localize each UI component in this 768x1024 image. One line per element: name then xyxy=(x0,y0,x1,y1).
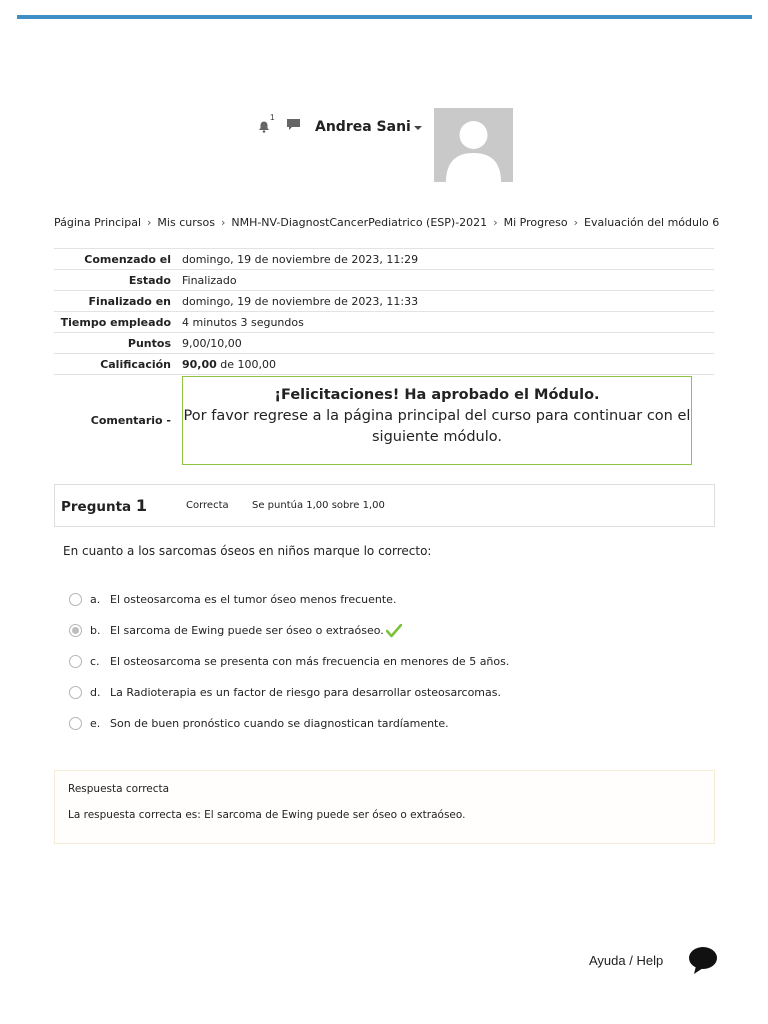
option-text: El osteosarcoma es el tumor óseo menos frecuente. xyxy=(110,593,397,606)
option-text: El sarcoma de Ewing puede ser óseo o extraóseo. xyxy=(110,624,384,637)
help-link[interactable]: Ayuda / Help xyxy=(589,953,664,968)
answer-option-c[interactable] xyxy=(69,646,509,677)
user-name[interactable]: Andrea Sani xyxy=(315,119,411,135)
summary-value: Finalizado xyxy=(182,273,237,287)
feedback-title: ¡Felicitaciones! Ha aprobado el Módulo. xyxy=(274,387,600,403)
summary-row-time xyxy=(54,311,714,332)
chevron-right-icon: › xyxy=(493,216,498,229)
bell-icon[interactable] xyxy=(256,113,275,135)
summary-label: Finalizado en xyxy=(88,294,171,308)
messages-icon[interactable] xyxy=(286,118,315,137)
option-letter: b. xyxy=(90,624,101,637)
notification-count: 1 xyxy=(270,113,275,122)
question-label: Pregunta xyxy=(61,499,132,515)
breadcrumb-home[interactable]: Página Principal xyxy=(54,216,142,229)
breadcrumb-progress[interactable]: Mi Progreso xyxy=(503,216,568,229)
grade-total: de 100,00 xyxy=(216,357,277,371)
summary-value xyxy=(182,376,714,465)
summary-label: Tiempo empleado xyxy=(60,315,171,329)
summary-label: Puntos xyxy=(127,336,171,350)
feedback-correct-answer: La respuesta correcta es: El sarcoma de Ewing puede ser óseo o extraóseo. xyxy=(68,809,466,821)
chevron-right-icon: › xyxy=(573,216,578,229)
summary-row-finished xyxy=(54,290,714,311)
summary-label: Estado xyxy=(128,273,171,287)
option-text: La Radioterapia es un factor de riesgo para desarrollar osteosarcomas. xyxy=(110,686,501,699)
attempt-summary-table xyxy=(54,248,714,466)
option-letter: d. xyxy=(90,686,101,699)
feedback-result: Respuesta correcta xyxy=(68,783,170,795)
answer-option-d[interactable] xyxy=(69,677,509,708)
summary-value xyxy=(182,358,714,371)
summary-label: Comentario - xyxy=(90,414,171,427)
feedback-box xyxy=(182,376,692,465)
question-number-value: 1 xyxy=(135,496,148,515)
summary-row-grade xyxy=(54,353,714,374)
option-letter: a. xyxy=(90,593,101,606)
grade-score: 90,00 xyxy=(182,357,217,371)
summary-row-state xyxy=(54,269,714,290)
summary-row-comment xyxy=(54,374,714,466)
option-letter: e. xyxy=(90,717,101,730)
breadcrumb xyxy=(54,216,719,229)
summary-value: 4 minutos 3 segundos xyxy=(182,315,304,329)
summary-value: 9,00/10,00 xyxy=(182,336,242,350)
user-menu-area xyxy=(256,112,422,142)
answer-option-a[interactable] xyxy=(69,584,509,615)
feedback-body: Por favor regrese a la página principal del curso para continuar con el siguiente módulo. xyxy=(183,408,691,445)
question-status: Correcta xyxy=(186,500,229,511)
avatar[interactable] xyxy=(434,108,513,182)
answer-option-b[interactable] xyxy=(69,615,509,646)
user-silhouette-icon xyxy=(434,108,513,182)
radio-button-selected[interactable] xyxy=(69,624,82,637)
radio-button[interactable] xyxy=(69,593,82,606)
summary-value: domingo, 19 de noviembre de 2023, 11:29 xyxy=(182,252,419,266)
summary-row-points xyxy=(54,332,714,353)
question-text: En cuanto a los sarcomas óseos en niños marque lo correcto: xyxy=(63,544,432,558)
radio-button[interactable] xyxy=(69,686,82,699)
chevron-right-icon: › xyxy=(147,216,152,229)
summary-value: domingo, 19 de noviembre de 2023, 11:33 xyxy=(182,294,419,308)
checkmark-icon xyxy=(386,624,402,638)
breadcrumb-course[interactable]: NMH-NV-DiagnostCancerPediatrico (ESP)-2021 xyxy=(231,216,488,229)
chat-bubble-icon[interactable] xyxy=(687,944,719,976)
radio-button[interactable] xyxy=(69,717,82,730)
option-text: Son de buen pronóstico cuando se diagnostican tardíamente. xyxy=(110,717,449,730)
answer-option-e[interactable] xyxy=(69,708,509,739)
top-accent-bar xyxy=(17,15,752,19)
chevron-down-icon[interactable] xyxy=(414,126,422,130)
radio-button[interactable] xyxy=(69,655,82,668)
summary-row-started xyxy=(54,248,714,269)
summary-label: Calificación xyxy=(100,357,171,371)
question-info-bar xyxy=(54,484,715,527)
breadcrumb-evaluation[interactable]: Evaluación del módulo 6 xyxy=(584,216,720,229)
question-mark: Se puntúa 1,00 sobre 1,00 xyxy=(252,500,385,511)
summary-label: Comenzado el xyxy=(84,252,171,266)
answer-options xyxy=(69,584,509,739)
option-text: El osteosarcoma se presenta con más frecuencia en menores de 5 años. xyxy=(110,655,510,668)
option-letter: c. xyxy=(90,655,100,668)
breadcrumb-my-courses[interactable]: Mis cursos xyxy=(157,216,215,229)
answer-feedback-box xyxy=(54,770,715,844)
question-number xyxy=(61,496,186,515)
chevron-right-icon: › xyxy=(220,216,226,229)
